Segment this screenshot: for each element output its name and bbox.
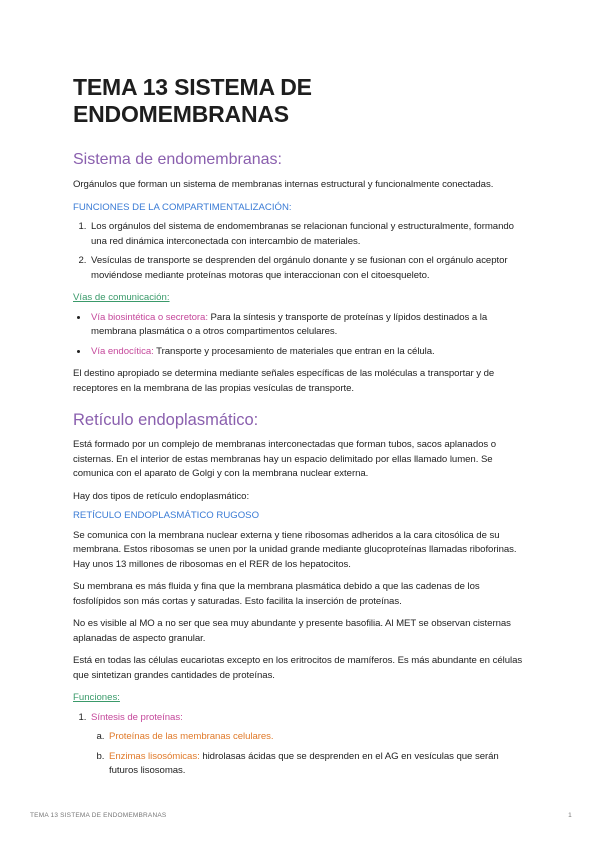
list-item: [107, 750, 528, 779]
term-text: hidrolasas ácidas que se desprenden en el AG en vesículas que serán futuros lisosomas.: [109, 750, 499, 776]
subheading-funciones: FUNCIONES DE LA COMPARTIMENTALIZACIÓN:: [73, 201, 292, 213]
list-item: 2. Vesículas de transporte se desprenden del orgánulo donante y se fusionan con el orgánulo aceptor moviéndose mediante proteínas motoras que interaccionan con el citoesqueleto.: [89, 254, 528, 283]
document-page: [73, 74, 528, 787]
footer-title: TEMA 13 SISTEMA DE ENDOMEMBRANAS: [30, 812, 167, 819]
list-item: [89, 711, 528, 779]
paragraph: Se comunica con la membrana nuclear externa y tiene ribosomas adheridos a la cara citosólica de su membrana. Estos ribosomas se unen por la unidad grande mediante glucoproteínas llamadas riboforinas. Hay unos 13 millones de ribosomas en el RER de los hepatocitos.: [73, 529, 517, 570]
term-label: Enzimas lisosómicas:: [109, 750, 200, 762]
paragraph: El destino apropiado se determina mediante señales específicas de las moléculas a transportar y de receptores en la membrana de las propias vesículas de transporte.: [73, 368, 495, 394]
term-label: Síntesis de proteínas:: [91, 711, 183, 723]
term-text: Para la síntesis y transporte de proteínas y lípidos destinados a la membrana plasmática o a otros compartimentos celulares.: [91, 311, 488, 337]
subheading-funciones-rer: Funciones:: [73, 692, 120, 703]
section-heading-endomembranas: Sistema de endomembranas:: [73, 151, 282, 168]
paragraph: Su membrana es más fluida y fina que la membrana plasmática debido a que las cadenas de los fosfolípidos son más cortas y saturadas. Esto facilita la inserción de proteínas.: [73, 581, 480, 607]
list-item: 1. Los orgánulos del sistema de endomembranas se relacionan funcional y estructuralmente, formando una red dinámica interconectada con intercambio de materiales.: [89, 220, 528, 249]
term-text: Transporte y procesamiento de materiales que entran en la célula.: [153, 345, 435, 357]
term-label: Proteínas de las membranas celulares.: [109, 731, 274, 742]
term-label: Vía biosintética o secretora:: [91, 311, 208, 323]
paragraph: Orgánulos que forman un sistema de membranas internas estructural y funcionalmente conectadas.: [73, 179, 494, 190]
section-heading-reticulo: Retículo endoplasmático:: [73, 411, 259, 429]
page-footer: [30, 812, 572, 819]
sub-list: [91, 730, 528, 779]
paragraph: No es visible al MO a no ser que sea muy abundante y presente basofilia. Al MET se observan cisternas aplanadas de aspecto granular.: [73, 618, 511, 644]
bullet-list: [73, 311, 528, 360]
page-number: 1: [568, 812, 572, 819]
subheading-vias: Vías de comunicación:: [73, 292, 170, 303]
list-item: [89, 345, 528, 360]
list-item: [107, 730, 528, 745]
numbered-list: [73, 711, 528, 779]
list-item: [89, 311, 528, 340]
numbered-list: [73, 220, 528, 283]
term-label: Vía endocítica:: [91, 345, 154, 357]
subheading-rer: RETÍCULO ENDOPLASMÁTICO RUGOSO: [73, 510, 260, 521]
paragraph: Hay dos tipos de retículo endoplasmático:: [73, 490, 250, 502]
paragraph: Está en todas las células eucariotas excepto en los eritrocitos de mamíferos. Es más abundante en células que sintetizan grandes cantidades de proteínas.: [73, 655, 523, 681]
paragraph: Está formado por un complejo de membranas interconectadas que forman tubos, sacos aplanados o cisternas. En el interior de estas membranas hay un espacio delimitado por ellas llamado lumen. Se comunica con el aparato de Golgi y con la membrana nuclear externa.: [73, 439, 497, 479]
document-title: TEMA 13 SISTEMA DE ENDOMEMBRANAS: [73, 74, 312, 127]
